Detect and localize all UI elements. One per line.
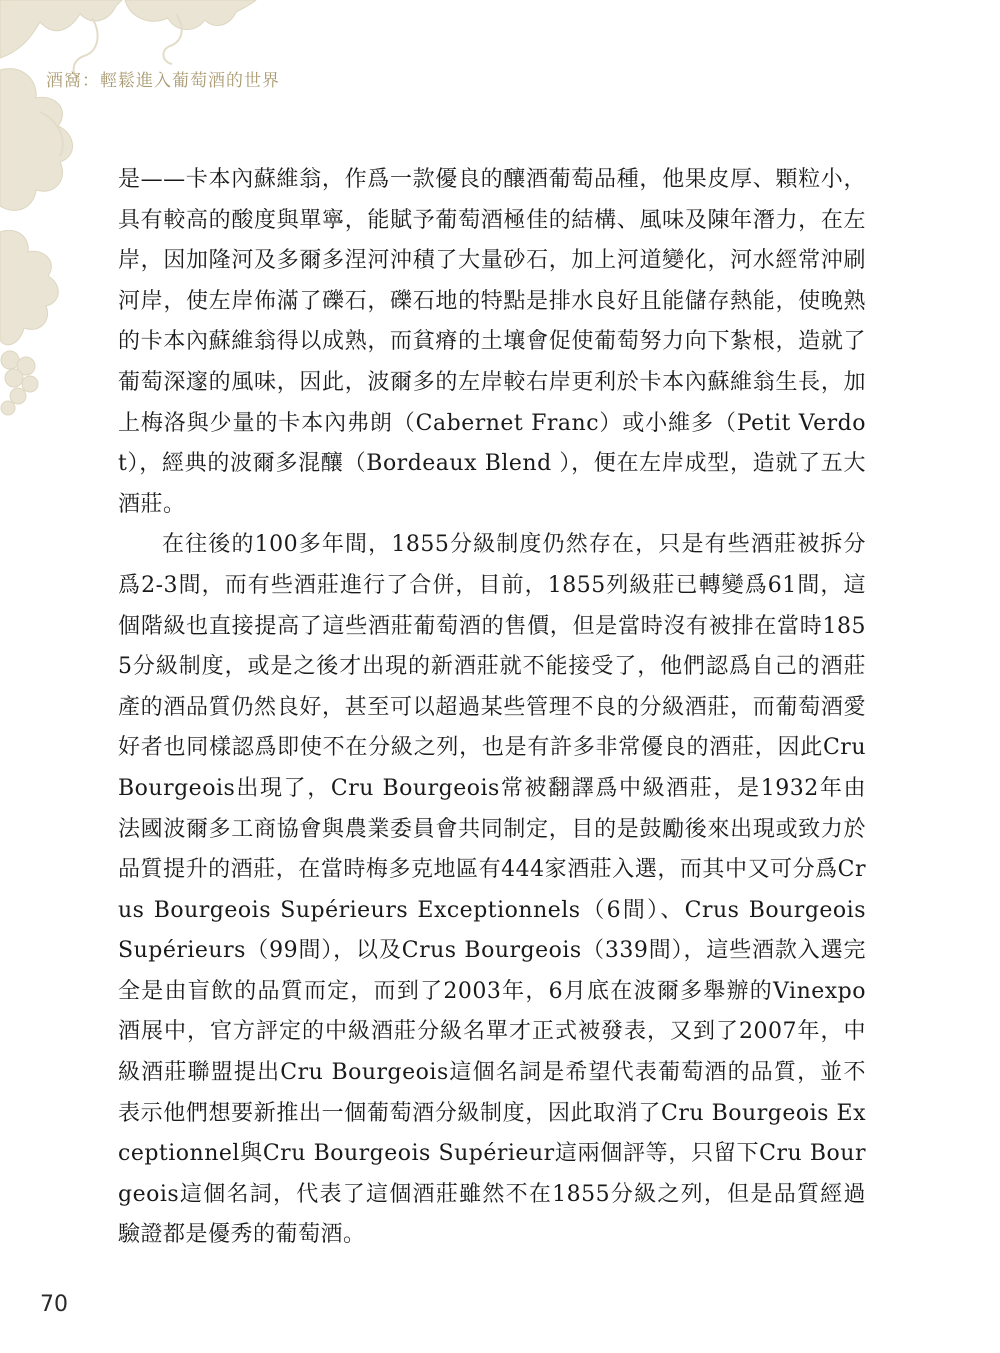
running-title: 酒窩：輕鬆進入葡萄酒的世界	[46, 71, 280, 91]
paragraph: 在往後的100多年間，1855分級制度仍然存在，只是有些酒莊被拆分爲2-3間，而有些酒莊進行了合併，目前，1855列級莊已轉變爲61間，這個階級也直接提高了這些酒莊葡萄酒的售價，但是當時沒有被排在當時1855分級制度，或是之後才出現的新酒莊就不能接受了，他們認爲自己的酒莊產的酒品質仍然良好，甚至可以超過某些管理不良的分級酒莊，而葡萄酒愛好者也同樣認爲即使不在分級之列，也是有許多非常優良的酒莊，因此Cru Bourgeois出現了，Cru Bourgeois常被翻譯爲中級酒莊，是1932年由法國波爾多工商協會與農業委員會共同制定，目的是鼓勵後來出現或致力於品質提升的酒莊，在當時梅多克地區有444家酒莊入選，而其中又可分爲Crus Bourgeois Supérieurs Exceptionnels（6間）、Crus Bourgeois Supérieurs（99間），以及Crus Bourgeois（339間），這些酒款入選完全是由盲飲的品質而定，而到了2003年，6月底在波爾多舉辦的Vinexpo酒展中，官方評定的中級酒莊分級名單才正式被發表，又到了2007年，中級酒莊聯盟提出Cru Bourgeois這個名詞是希望代表葡萄酒的品質，並不表示他們想要新推出一個葡萄酒分級制度，因此取消了Cru Bourgeois Exceptionnel與Cru Bourgeois Supérieur這兩個評等，只留下Cru Bourgeois這個名詞，代表了這個酒莊雖然不在1855分級之列，但是品質經過驗證都是優秀的葡萄酒。	[118, 532, 866, 1248]
paragraph: 是——卡本內蘇維翁，作爲一款優良的釀酒葡萄品種，他果皮厚、顆粒小，具有較高的酸度與單寧，能賦予葡萄酒極佳的結構、風味及陳年潛力，在左岸，因加隆河及多爾多涅河沖積了大量砂石，加上河道變化，河水經常沖刷河岸，使左岸佈滿了礫石，礫石地的特點是排水良好且能儲存熱能，使晚熟的卡本內蘇維翁得以成熟，而貧瘠的土壤會促使葡萄努力向下紮根，造就了葡萄深邃的風味，因此，波爾多的左岸較右岸更利於卡本內蘇維翁生長，加上梅洛與少量的卡本內弗朗（Cabernet Franc）或小維多（Petit Verdot），經典的波爾多混釀（Bordeaux Blend ），便在左岸成型，造就了五大酒莊。	[118, 167, 866, 517]
body-text	[118, 160, 866, 1256]
page-number: 70	[40, 1292, 68, 1317]
